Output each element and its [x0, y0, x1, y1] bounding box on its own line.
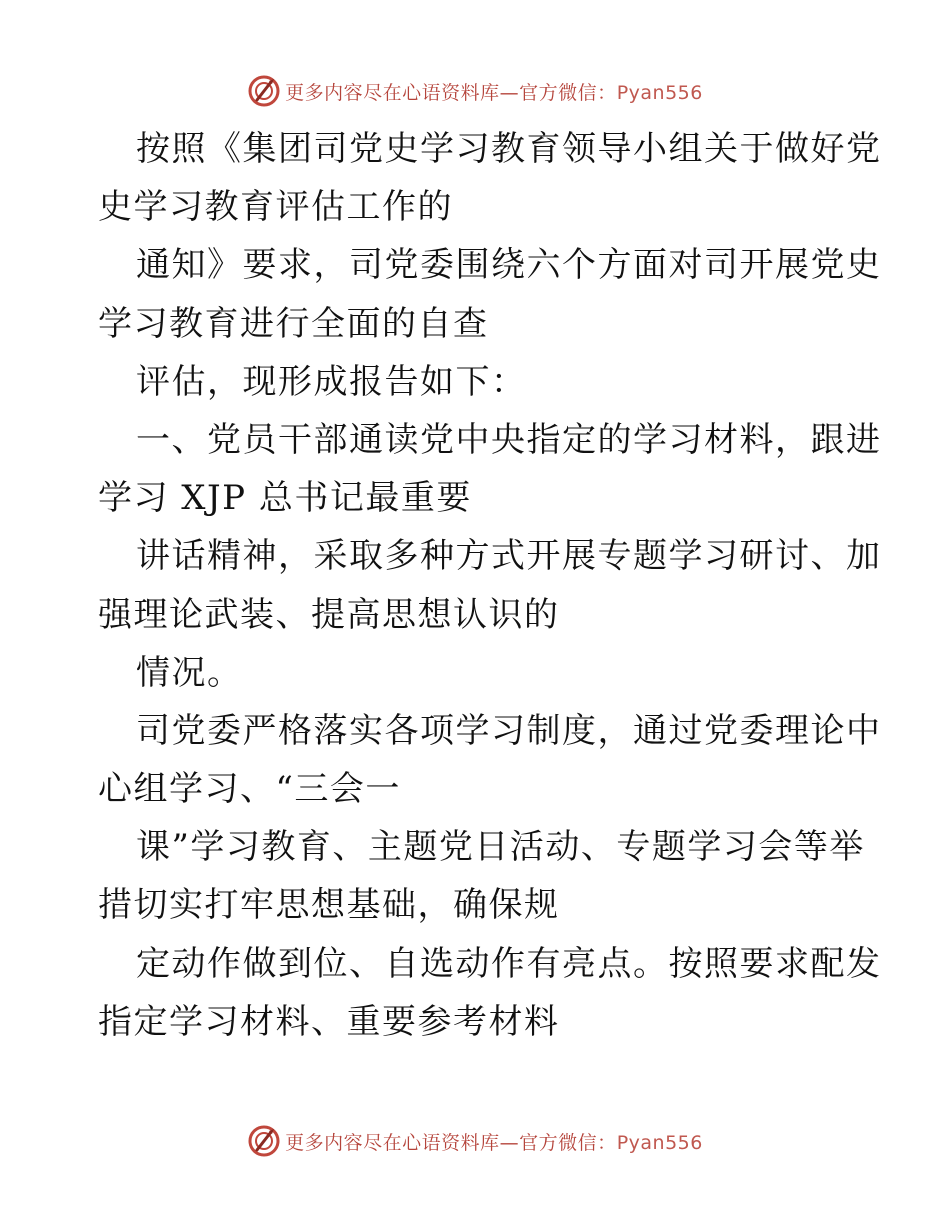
footer-watermark-text [285, 1128, 703, 1155]
text-line: 定动作做到位、自选动作有亮点。按照要求配发 [136, 943, 882, 984]
text-line: 心组学习、“三会一 [98, 769, 401, 810]
text-line: 情况。 [136, 652, 243, 693]
text-line: 讲话精神，采取多种方式开展专题学习研讨、加 [136, 536, 882, 577]
header-wechat-id: Pyan556 [616, 81, 703, 104]
text-line: 通知》要求，司党委围绕六个方面对司开展党史 [136, 245, 882, 286]
document-body [98, 120, 882, 1051]
header-wechat-label: 官方微信： [519, 81, 617, 104]
text-line: 课”学习教育、主题党日活动、专题学习会等举 [136, 827, 865, 868]
text-line: 措切实打牢思想基础，确保规 [98, 885, 560, 926]
header-site-text: 更多内容尽在心语资料库 [285, 81, 500, 104]
text-line: 学习教育进行全面的自查 [98, 303, 489, 344]
footer-wechat-label: 官方微信： [519, 1131, 617, 1154]
text-line: 学习 XJP 总书记最重要 [98, 478, 472, 519]
library-logo-icon [247, 74, 281, 108]
text-line: 一、党员干部通读党中央指定的学习材料，跟进 [136, 419, 882, 460]
header-watermark-banner [0, 71, 950, 111]
footer-wechat-id: Pyan556 [616, 1131, 703, 1154]
library-logo-icon [247, 1124, 281, 1158]
footer-watermark-banner [0, 1121, 950, 1161]
text-line: 按照《集团司党史学习教育领导小组关于做好党 [136, 129, 882, 169]
text-line: 史学习教育评估工作的 [98, 187, 453, 228]
footer-dash: — [499, 1131, 520, 1154]
text-line: 指定学习材料、重要参考材料 [98, 1001, 560, 1042]
text-line: 评估，现形成报告如下： [136, 361, 527, 402]
text-line: 司党委严格落实各项学习制度，通过党委理论中 [136, 710, 882, 751]
header-dash: — [499, 81, 520, 104]
footer-site-text: 更多内容尽在心语资料库 [285, 1131, 500, 1154]
header-watermark-text [285, 78, 703, 105]
text-line: 强理论武装、提高思想认识的 [98, 594, 560, 635]
